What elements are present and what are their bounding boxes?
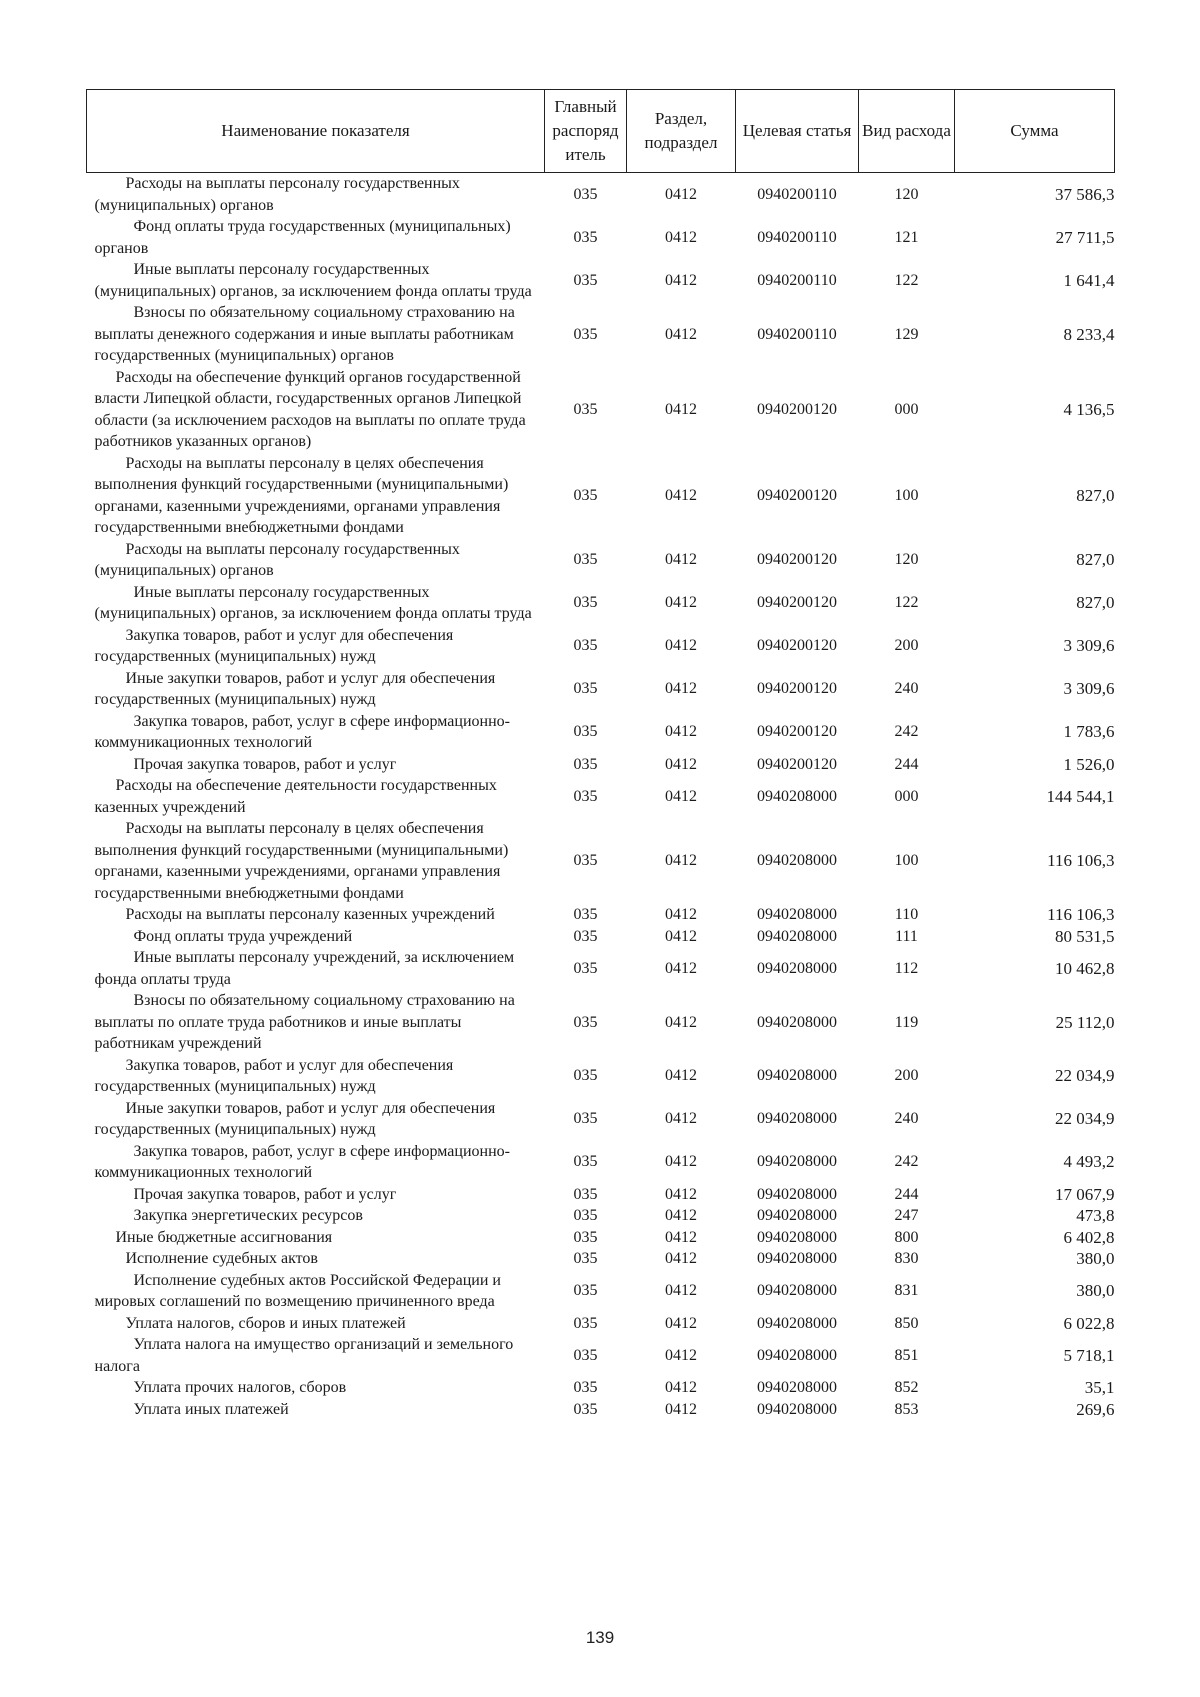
row-section: 0412	[665, 1110, 697, 1128]
row-name: Прочая закупка товаров, работ и услуг	[133, 755, 397, 773]
budget-table	[86, 89, 1115, 1420]
row-kind: 240	[894, 680, 919, 698]
table-row	[87, 1055, 1115, 1098]
row-sum: 473,8	[1076, 1206, 1115, 1225]
row-manager-code: 035	[573, 1379, 598, 1396]
row-sum: 37 586,3	[1055, 184, 1115, 204]
row-section: 0412	[665, 1153, 697, 1171]
row-manager-code: 035	[573, 486, 598, 504]
row-manager-code: 035	[573, 228, 598, 246]
row-section: 0412	[665, 1185, 697, 1203]
row-kind: 100	[894, 486, 919, 504]
row-section: 0412	[665, 1282, 697, 1300]
row-name: Взносы по обязательному социальному страхованию на выплаты денежного содержания и иные выплаты работникам государственных (муниципальных) органов	[94, 304, 515, 364]
row-target: 0940208000	[757, 1400, 837, 1418]
row-sum: 22 034,9	[1055, 1066, 1115, 1086]
row-target: 0940200120	[757, 680, 837, 698]
table-row	[87, 1377, 1115, 1399]
row-name: Закупка энергетических ресурсов	[133, 1207, 363, 1224]
row-name: Иные бюджетные ассигнования	[115, 1228, 333, 1246]
row-section: 0412	[665, 1228, 697, 1246]
row-kind: 830	[894, 1250, 919, 1267]
row-sum: 35,1	[1084, 1378, 1115, 1397]
row-section: 0412	[665, 551, 697, 569]
row-section: 0412	[665, 1314, 697, 1332]
row-section: 0412	[665, 1207, 697, 1224]
row-target: 0940208000	[757, 1228, 837, 1246]
table-row	[87, 926, 1115, 948]
row-section: 0412	[665, 1400, 697, 1418]
row-sum: 827,0	[1076, 593, 1115, 613]
table-row	[87, 453, 1115, 539]
row-name: Уплата иных платежей	[133, 1400, 289, 1418]
table-row	[87, 990, 1115, 1055]
row-target: 0940208000	[757, 1067, 837, 1085]
row-name: Расходы на выплаты персоналу государственных (муниципальных) органов	[94, 175, 460, 214]
row-name: Закупка товаров, работ, услуг в сфере информационно-коммуникационных технологий	[94, 1142, 510, 1181]
row-kind: 244	[894, 1185, 919, 1203]
row-section: 0412	[665, 637, 697, 655]
row-target: 0940200110	[757, 271, 837, 289]
row-target: 0940208000	[757, 1207, 837, 1224]
table-row	[87, 947, 1115, 990]
table-row	[87, 818, 1115, 904]
row-sum: 116 106,3	[1047, 851, 1115, 871]
row-section: 0412	[665, 1013, 697, 1031]
header-kind: Вид расхода	[859, 90, 955, 173]
row-manager-code: 035	[573, 755, 598, 773]
row-section: 0412	[665, 1250, 697, 1267]
row-kind: 242	[894, 723, 919, 741]
table-row	[87, 1227, 1115, 1249]
row-target: 0940200120	[757, 723, 837, 741]
row-manager-code: 035	[573, 906, 598, 923]
row-target: 0940200110	[757, 325, 837, 343]
row-manager-code: 035	[573, 1067, 598, 1085]
row-section: 0412	[665, 1067, 697, 1085]
row-kind: 122	[894, 594, 919, 612]
row-sum: 17 067,9	[1055, 1184, 1115, 1204]
row-manager-code: 035	[573, 1207, 598, 1224]
row-name: Расходы на выплаты персоналу казенных учреждений	[125, 906, 495, 923]
row-name: Закупка товаров, работ и услуг для обеспечения государственных (муниципальных) нужд	[94, 626, 454, 665]
row-sum: 1 641,4	[1063, 270, 1115, 290]
table-row	[87, 1248, 1115, 1270]
table-row	[87, 173, 1115, 217]
row-section: 0412	[665, 271, 697, 289]
row-section: 0412	[665, 755, 697, 773]
row-name: Фонд оплаты труда государственных (муниципальных) органов	[94, 218, 511, 257]
row-manager-code: 035	[573, 1250, 598, 1267]
row-target: 0940200120	[757, 755, 837, 773]
table-header	[87, 90, 1115, 173]
row-kind: 000	[894, 787, 919, 805]
row-name: Прочая закупка товаров, работ и услуг	[133, 1185, 397, 1203]
row-kind: 247	[894, 1207, 919, 1224]
row-manager-code: 035	[573, 1400, 598, 1418]
row-name: Расходы на выплаты персоналу в целях обеспечения выполнения функций государственными (муниципальными) органами, казенными учреждениями, органами управления государственными внебюджетными фондами	[94, 820, 509, 902]
table-row	[87, 775, 1115, 818]
row-kind: 200	[894, 637, 919, 655]
row-kind: 240	[894, 1110, 919, 1128]
row-sum: 380,0	[1076, 1281, 1115, 1301]
row-section: 0412	[665, 325, 697, 343]
row-manager-code: 035	[573, 551, 598, 569]
row-manager-code: 035	[573, 959, 598, 977]
row-section: 0412	[665, 228, 697, 246]
row-target: 0940208000	[757, 852, 837, 870]
row-target: 0940208000	[757, 1185, 837, 1203]
row-name: Иные закупки товаров, работ и услуг для обеспечения государственных (муниципальных) нужд	[94, 669, 496, 708]
row-section: 0412	[665, 927, 697, 945]
row-manager-code: 035	[573, 927, 598, 945]
row-target: 0940208000	[757, 1314, 837, 1332]
table-row	[87, 1205, 1115, 1227]
row-name: Закупка товаров, работ и услуг для обеспечения государственных (муниципальных) нужд	[94, 1056, 454, 1095]
row-sum: 3 309,6	[1063, 679, 1115, 699]
table-row	[87, 582, 1115, 625]
row-kind: 112	[894, 959, 919, 977]
row-name: Расходы на выплаты персоналу в целях обеспечения выполнения функций государственными (муниципальными) органами, казенными учреждениями, органами управления государственными внебюджетными фондами	[94, 454, 509, 536]
row-sum: 27 711,5	[1055, 227, 1115, 247]
row-kind: 110	[894, 906, 919, 923]
row-kind: 000	[894, 400, 919, 418]
row-manager-code: 035	[573, 1013, 598, 1031]
row-section: 0412	[665, 1346, 697, 1364]
row-sum: 380,0	[1076, 1249, 1115, 1268]
header-section: Раздел, подраздел	[627, 90, 736, 173]
table-row	[87, 302, 1115, 367]
row-section: 0412	[665, 959, 697, 977]
row-name: Иные выплаты персоналу учреждений, за исключением фонда оплаты труда	[94, 949, 515, 988]
row-kind: 244	[894, 755, 919, 773]
row-target: 0940208000	[757, 1153, 837, 1171]
table-row	[87, 1141, 1115, 1184]
row-kind: 120	[894, 185, 919, 203]
row-target: 0940208000	[757, 1346, 837, 1364]
row-manager-code: 035	[573, 680, 598, 698]
row-manager-code: 035	[573, 400, 598, 418]
row-name: Иные закупки товаров, работ и услуг для обеспечения государственных (муниципальных) нужд	[94, 1099, 496, 1138]
row-kind: 852	[894, 1379, 919, 1396]
row-kind: 831	[894, 1282, 919, 1300]
table-row	[87, 711, 1115, 754]
row-sum: 116 106,3	[1047, 905, 1115, 924]
table-row	[87, 539, 1115, 582]
row-kind: 129	[894, 325, 919, 343]
row-section: 0412	[665, 400, 697, 418]
row-manager-code: 035	[573, 1282, 598, 1300]
row-kind: 851	[894, 1346, 919, 1364]
row-manager-code: 035	[573, 637, 598, 655]
row-sum: 4 493,2	[1063, 1152, 1115, 1172]
row-kind: 800	[894, 1228, 919, 1246]
table-row	[87, 904, 1115, 926]
page-number: 139	[585, 1628, 615, 1647]
header-sum: Сумма	[955, 90, 1115, 173]
table-body	[87, 173, 1115, 1421]
row-sum: 8 233,4	[1063, 324, 1115, 344]
row-target: 0940200110	[757, 185, 837, 203]
row-target: 0940208000	[757, 1110, 837, 1128]
row-target: 0940208000	[757, 787, 837, 805]
row-name: Иные выплаты персоналу государственных (муниципальных) органов, за исключением фонда оплаты труда	[94, 583, 532, 622]
row-target: 0940200110	[757, 228, 837, 246]
row-manager-code: 035	[573, 1185, 598, 1203]
row-sum: 144 544,1	[1046, 786, 1115, 806]
header-manager: Главный распоряд итель	[545, 90, 627, 173]
row-target: 0940200120	[757, 400, 837, 418]
row-sum: 6 402,8	[1063, 1227, 1115, 1247]
row-target: 0940200120	[757, 486, 837, 504]
row-kind: 200	[894, 1067, 919, 1085]
row-kind: 853	[894, 1400, 919, 1418]
row-kind: 242	[894, 1153, 919, 1171]
row-target: 0940200120	[757, 637, 837, 655]
row-name: Уплата прочих налогов, сборов	[133, 1379, 347, 1396]
row-kind: 119	[894, 1013, 919, 1031]
row-section: 0412	[665, 594, 697, 612]
row-name: Закупка товаров, работ, услуг в сфере информационно-коммуникационных технологий	[94, 712, 510, 751]
row-sum: 80 531,5	[1055, 926, 1115, 946]
row-section: 0412	[665, 906, 697, 923]
row-kind: 850	[894, 1314, 919, 1332]
row-kind: 111	[895, 927, 918, 945]
row-manager-code: 035	[573, 723, 598, 741]
row-name: Расходы на выплаты персоналу государственных (муниципальных) органов	[94, 540, 460, 579]
row-target: 0940200120	[757, 551, 837, 569]
row-section: 0412	[665, 723, 697, 741]
row-section: 0412	[665, 1379, 697, 1396]
row-name: Расходы на обеспечение деятельности государственных казенных учреждений	[94, 777, 497, 816]
table-row	[87, 367, 1115, 453]
row-name: Исполнение судебных актов	[125, 1250, 318, 1267]
row-name: Исполнение судебных актов Российской Федерации и мировых соглашений по возмещению причиненного вреда	[94, 1271, 501, 1310]
row-sum: 10 462,8	[1055, 958, 1115, 978]
table-row	[87, 216, 1115, 259]
row-sum: 269,6	[1076, 1399, 1115, 1419]
row-manager-code: 035	[573, 185, 598, 203]
header-target: Целевая статья	[736, 90, 859, 173]
row-section: 0412	[665, 787, 697, 805]
row-section: 0412	[665, 486, 697, 504]
row-manager-code: 035	[573, 1314, 598, 1332]
row-manager-code: 035	[573, 271, 598, 289]
row-manager-code: 035	[573, 325, 598, 343]
row-manager-code: 035	[573, 1110, 598, 1128]
table-row	[87, 1098, 1115, 1141]
row-target: 0940208000	[757, 1282, 837, 1300]
row-name: Взносы по обязательному социальному страхованию на выплаты по оплате труда работников и иные выплаты работникам учреждений	[94, 992, 515, 1052]
row-sum: 22 034,9	[1055, 1109, 1115, 1129]
row-manager-code: 035	[573, 1153, 598, 1171]
row-manager-code: 035	[573, 594, 598, 612]
row-name: Иные выплаты персоналу государственных (муниципальных) органов, за исключением фонда оплаты труда	[94, 261, 532, 300]
row-sum: 25 112,0	[1055, 1012, 1115, 1032]
row-sum: 5 718,1	[1063, 1345, 1115, 1365]
row-sum: 3 309,6	[1063, 636, 1115, 656]
table-row	[87, 754, 1115, 776]
row-kind: 100	[894, 852, 919, 870]
table-row	[87, 1270, 1115, 1313]
row-manager-code: 035	[573, 1228, 598, 1246]
row-name: Фонд оплаты труда учреждений	[133, 927, 353, 945]
row-sum: 827,0	[1076, 550, 1115, 570]
row-name: Уплата налога на имущество организаций и земельного налога	[94, 1336, 514, 1375]
row-target: 0940200120	[757, 594, 837, 612]
row-sum: 1 526,0	[1063, 754, 1115, 774]
row-kind: 121	[894, 228, 919, 246]
table-row	[87, 668, 1115, 711]
table-row	[87, 259, 1115, 302]
row-target: 0940208000	[757, 1013, 837, 1031]
row-section: 0412	[665, 185, 697, 203]
row-section: 0412	[665, 852, 697, 870]
row-kind: 120	[894, 551, 919, 569]
row-manager-code: 035	[573, 852, 598, 870]
row-target: 0940208000	[757, 1379, 837, 1396]
row-sum: 827,0	[1076, 485, 1115, 505]
table-row	[87, 1184, 1115, 1206]
row-section: 0412	[665, 680, 697, 698]
table-row	[87, 1399, 1115, 1421]
row-sum: 4 136,5	[1063, 399, 1115, 419]
row-target: 0940208000	[757, 906, 837, 923]
row-manager-code: 035	[573, 787, 598, 805]
row-sum: 6 022,8	[1063, 1313, 1115, 1333]
row-kind: 122	[894, 271, 919, 289]
row-manager-code: 035	[573, 1346, 598, 1364]
row-name: Уплата налогов, сборов и иных платежей	[125, 1314, 406, 1332]
row-target: 0940208000	[757, 1250, 837, 1267]
row-sum: 1 783,6	[1063, 722, 1115, 742]
table-row	[87, 1334, 1115, 1377]
header-name: Наименование показателя	[87, 90, 545, 173]
row-target: 0940208000	[757, 927, 837, 945]
row-target: 0940208000	[757, 959, 837, 977]
table-row	[87, 625, 1115, 668]
table-row	[87, 1313, 1115, 1335]
row-name: Расходы на обеспечение функций органов государственной власти Липецкой области, государственных органов Липецкой области (за исключением расходов на выплаты по оплате труда работников указанных органов)	[94, 368, 526, 450]
